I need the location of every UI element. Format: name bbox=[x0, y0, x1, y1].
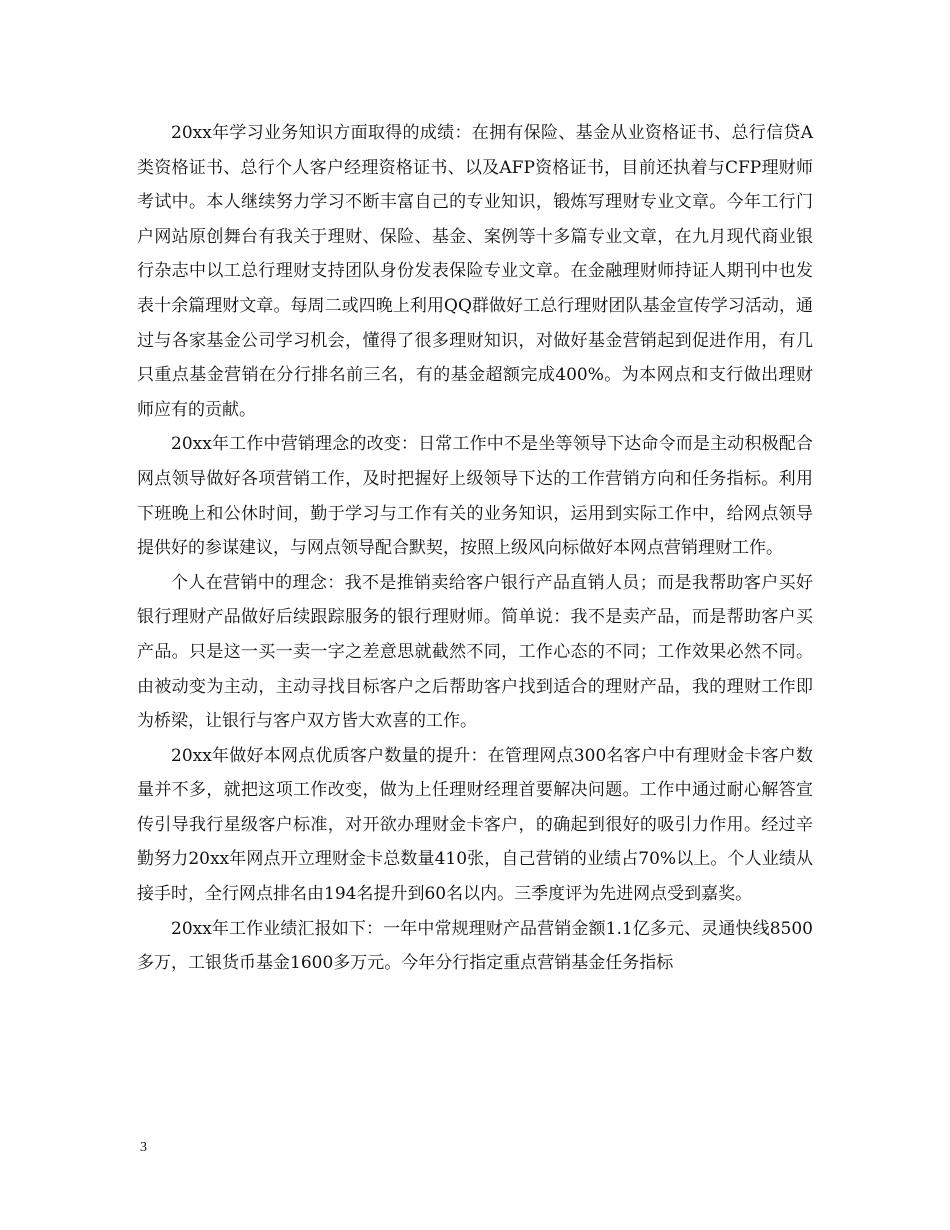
paragraph-marketing-concept-change: 20xx年工作中营销理念的改变：日常工作中不是坐等领导下达命令而是主动积极配合网点领导做好各项营销工作，及时把握好上级领导下达的工作营销方向和任务指标。利用下班晚上和公休时间，勤于学习与工作有关的业务知识，运用到实际工作中，给网点领导提供好的参谋建议，与网点领导配合默契，按照上级风向标做好本网点营销理财工作。 bbox=[137, 434, 813, 559]
paragraph-customer-growth: 20xx年做好本网点优质客户数量的提升：在管理网点300名客户中有理财金卡客户数量并不多，就把这项工作改变，做为上任理财经理首要解决问题。工作中通过耐心解答宣传引导我行星级客户标准，对开欲办理财金卡客户，的确起到很好的吸引力作用。经过辛勤努力20xx年网点开立理财金卡总数量410张，自己营销的业绩占70%以上。个人业绩从接手时，全行网点排名由194名提升到60名以内。三季度评为先进网点受到嘉奖。 bbox=[137, 745, 813, 905]
paragraph-study-achievements: 20xx年学习业务知识方面取得的成绩：在拥有保险、基金从业资格证书、总行信贷A类资格证书、总行个人客户经理资格证书、以及AFP资格证书，目前还执着与CFP理财师考试中。本人继续努力学习不断丰富自己的专业知识，锻炼写理财专业文章。今年工行门户网站原创舞台有我关于理财、保险、基金、案例等十多篇专业文章，在九月现代商业银行杂志中以工总行理财支持团队身份发表保险专业文章。在金融理财师持证人期刊中也发表十余篇理财文章。每周二或四晚上利用QQ群做好工总行理财团队基金宣传学习活动，通过与各家基金公司学习机会，懂得了很多理财知识，对做好基金营销起到促进作用，有几只重点基金营销在分行排名前三名，有的基金超额完成400%。为本网点和支行做出理财师应有的贡献。 bbox=[137, 123, 813, 420]
paragraph-performance-report: 20xx年工作业绩汇报如下：一年中常规理财产品营销金额1.1亿多元、灵通快线8500多万，工银货币基金1600多万元。今年分行指定重点营销基金任务指标 bbox=[137, 918, 813, 974]
page-number: 3 bbox=[140, 1140, 147, 1155]
paragraph-personal-marketing-philosophy: 个人在营销中的理念：我不是推销卖给客户银行产品直销人员；而是我帮助客户买好银行理财产品做好后续跟踪服务的银行理财师。简单说：我不是卖产品，而是帮助客户买产品。只是这一买一卖一字之差意思就截然不同，工作心态的不同；工作效果必然不同。由被动变为主动，主动寻找目标客户之后帮助客户找到适合的理财产品，我的理财工作即为桥梁，让银行与客户双方皆大欢喜的工作。 bbox=[137, 572, 813, 732]
document-body bbox=[137, 116, 813, 981]
